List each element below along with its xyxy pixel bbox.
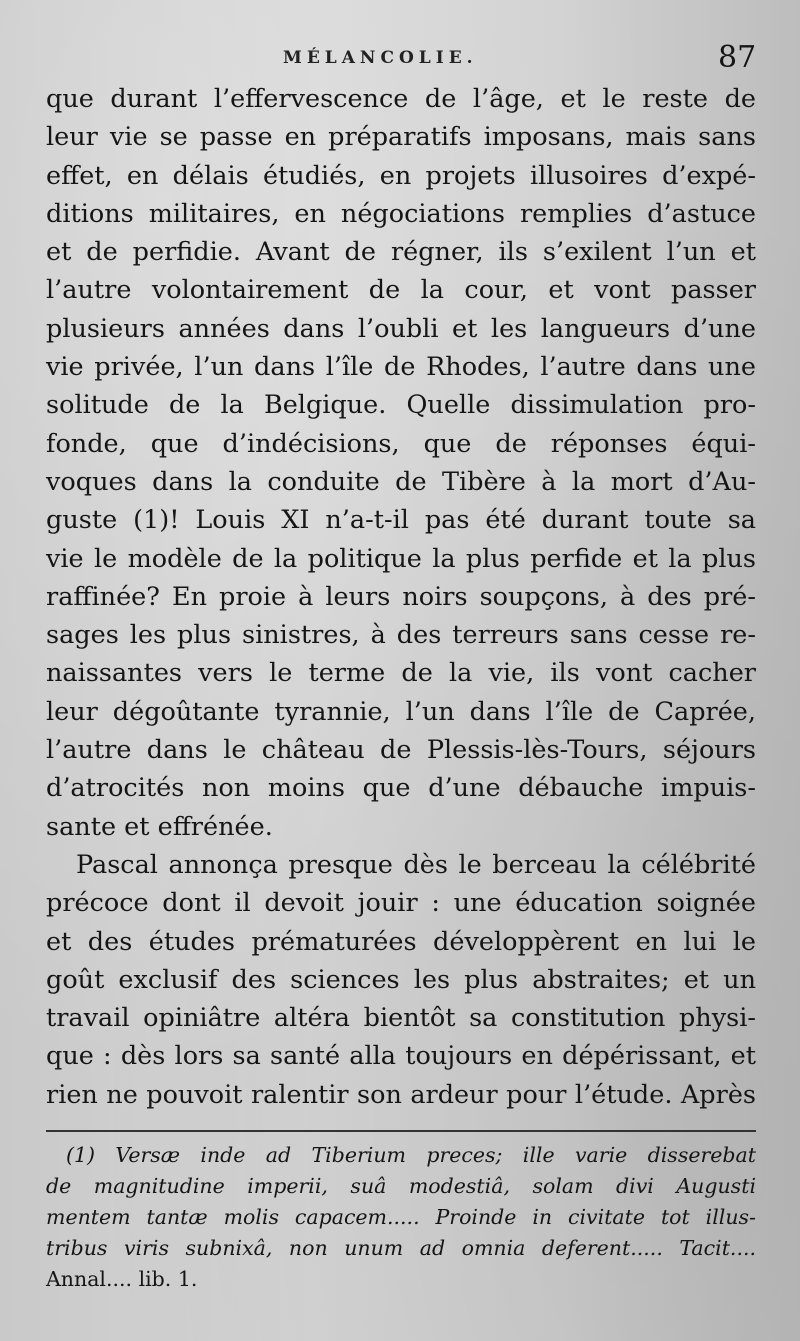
text-line: vie privée, l’un dans l’île de Rhodes, l’autre dans une bbox=[46, 352, 756, 383]
page-header bbox=[0, 40, 800, 80]
footnote-line: de magnitudine imperii, suâ modestiâ, solam divi Augusti bbox=[46, 1174, 756, 1198]
footnote-line: (1) Versæ inde ad Tiberium preces; ille varie disserebat bbox=[66, 1143, 756, 1167]
main-text bbox=[46, 80, 756, 1114]
text-line: Pascal annonça presque dès le berceau la célébrité bbox=[76, 849, 756, 880]
text-line: rien ne pouvoit ralentir son ardeur pour l’étude. Après bbox=[46, 1079, 756, 1110]
running-title: MÉLANCOLIE. bbox=[283, 48, 478, 68]
text-line: fonde, que d’indécisions, que de réponses équi- bbox=[46, 428, 756, 459]
footnote-line: tribus viris subnixâ, non unum ad omnia deferent..... Tacit.... bbox=[46, 1236, 756, 1260]
footnote-line: mentem tantæ molis capacem..... Proinde in civitate tot illus- bbox=[46, 1205, 756, 1229]
text-line: que durant l’effervescence de l’âge, et le reste de bbox=[46, 84, 756, 114]
text-line: travail opiniâtre altéra bientôt sa constitution physi- bbox=[46, 1003, 756, 1034]
text-line: et de perfidie. Avant de régner, ils s’exilent l’un et bbox=[46, 237, 756, 268]
text-line: raffinée? En proie à leurs noirs soupçons, à des pré- bbox=[46, 581, 756, 612]
text-line: l’autre dans le château de Plessis-lès-Tours, séjours bbox=[46, 735, 756, 766]
text-line: vie le modèle de la politique la plus perfide et la plus bbox=[46, 543, 756, 574]
text-line: goût exclusif des sciences les plus abstraites; et un bbox=[46, 964, 756, 995]
text-line: solitude de la Belgique. Quelle dissimulation pro- bbox=[46, 390, 756, 421]
text-line: plusieurs années dans l’oubli et les langueurs d’une bbox=[46, 313, 756, 344]
text-line: et des études prématurées développèrent en lui le bbox=[46, 926, 756, 957]
text-line: l’autre volontairement de la cour, et vont passer bbox=[46, 275, 756, 306]
text-line: sante et effrénée. bbox=[46, 811, 273, 842]
text-line: leur dégoûtante tyrannie, l’un dans l’île de Caprée, bbox=[46, 696, 756, 727]
page-number: 87 bbox=[718, 40, 757, 75]
footnote-divider bbox=[46, 1130, 756, 1132]
text-line: d’atrocités non moins que d’une débauche impuis- bbox=[46, 773, 756, 804]
text-line: leur vie se passe en préparatifs imposans, mais sans bbox=[46, 122, 756, 153]
text-line: voques dans la conduite de Tibère à la mort d’Au- bbox=[46, 466, 756, 497]
text-line: effet, en délais étudiés, en projets illusoires d’expé- bbox=[46, 160, 756, 191]
footnote-line: Annal.... lib. 1. bbox=[46, 1267, 198, 1291]
text-line: que : dès lors sa santé alla toujours en dépérissant, et bbox=[46, 1041, 756, 1072]
footnote bbox=[46, 1140, 756, 1295]
text-line: précoce dont il devoit jouir : une éducation soignée bbox=[46, 888, 756, 919]
text-line: sages les plus sinistres, à des terreurs sans cesse re- bbox=[46, 620, 756, 651]
text-line: guste (1)! Louis XI n’a-t-il pas été durant toute sa bbox=[46, 505, 756, 536]
text-line: naissantes vers le terme de la vie, ils vont cacher bbox=[46, 658, 756, 689]
text-line: ditions militaires, en négociations remplies d’astuce bbox=[46, 198, 756, 229]
